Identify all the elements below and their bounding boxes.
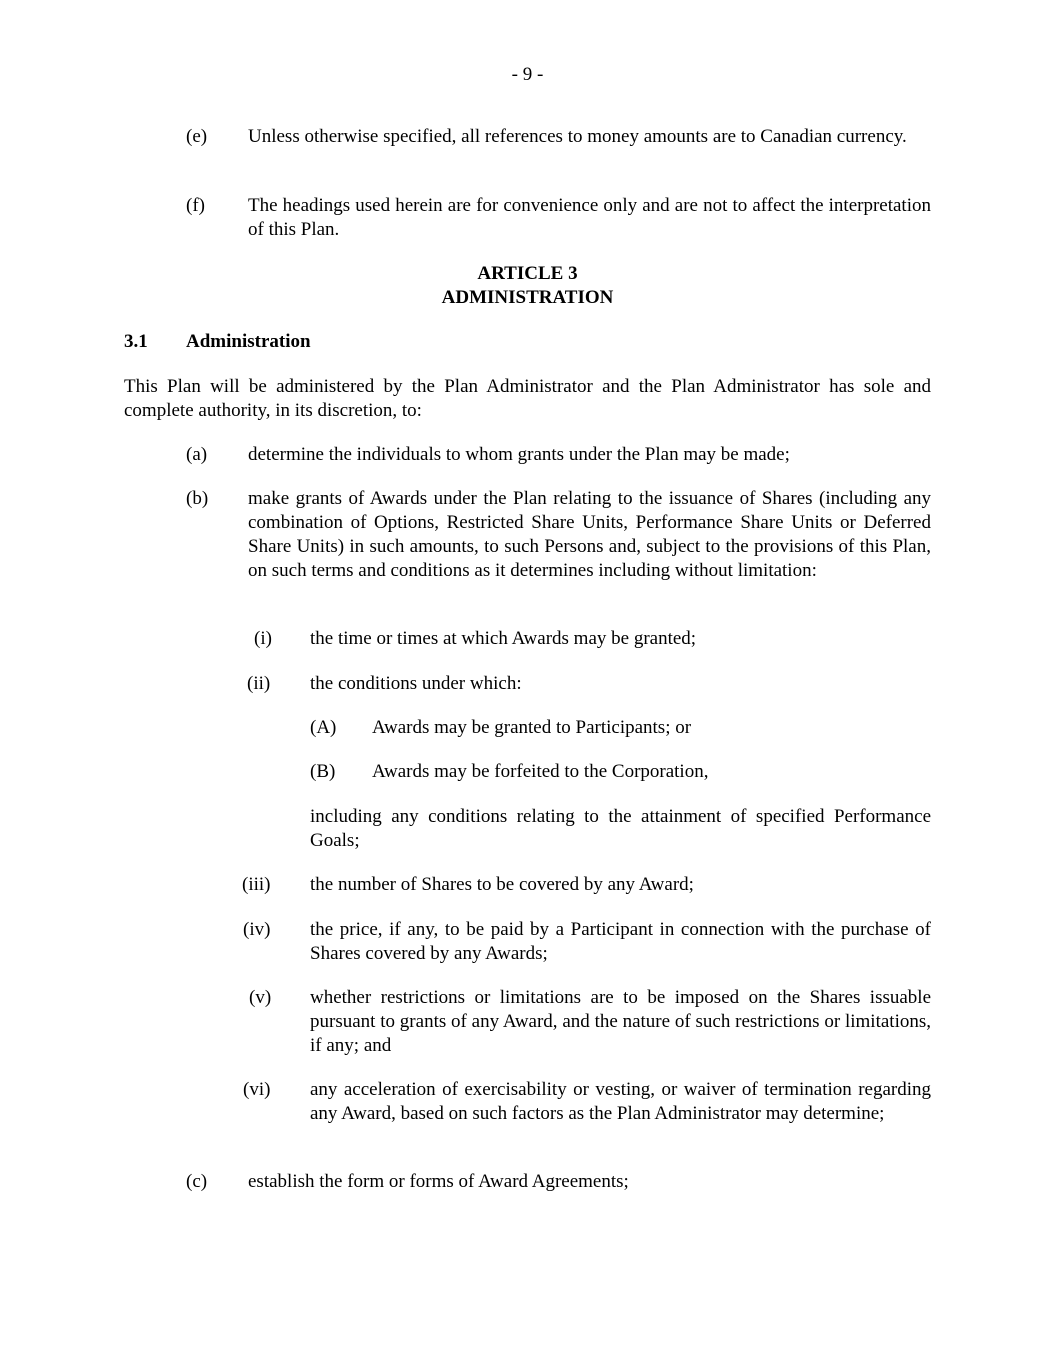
article-title: ADMINISTRATION bbox=[441, 287, 614, 308]
list-text: any acceleration of exercisability or vesting, or waiver of termination regarding any Award, based on such factors as the Plan Administrator may determine; bbox=[310, 1079, 931, 1124]
list-label: (c) bbox=[186, 1171, 208, 1192]
section-number: 3.1 bbox=[124, 331, 148, 352]
list-label: (A) bbox=[310, 717, 337, 738]
list-text: the number of Shares to be covered by any Award; bbox=[310, 874, 694, 895]
list-label: (f) bbox=[186, 195, 205, 216]
page-number: - 9 - bbox=[511, 64, 544, 85]
list-text: Awards may be granted to Participants; or bbox=[372, 717, 692, 738]
list-label: (i) bbox=[254, 628, 272, 649]
list-text: the conditions under which: bbox=[310, 673, 522, 694]
list-label: (iii) bbox=[242, 874, 271, 895]
list-label: (b) bbox=[186, 488, 209, 509]
article-number: ARTICLE 3 bbox=[477, 263, 578, 284]
list-text: The headings used herein are for convenience only and are not to affect the interpretation of this Plan. bbox=[248, 195, 931, 240]
list-text: establish the form or forms of Award Agreements; bbox=[248, 1171, 629, 1192]
list-text: Unless otherwise specified, all references to money amounts are to Canadian currency. bbox=[248, 126, 907, 147]
list-label: (ii) bbox=[247, 673, 271, 694]
conditions-tail-paragraph: including any conditions relating to the attainment of specified Performance Goals; bbox=[310, 806, 931, 851]
list-text: determine the individuals to whom grants under the Plan may be made; bbox=[248, 444, 790, 465]
list-label: (B) bbox=[310, 761, 336, 782]
list-label: (e) bbox=[186, 126, 208, 147]
section-title: Administration bbox=[186, 331, 311, 352]
list-label: (vi) bbox=[243, 1079, 271, 1100]
list-text: Awards may be forfeited to the Corporation, bbox=[372, 761, 709, 782]
list-text: make grants of Awards under the Plan relating to the issuance of Shares (including any combination of Options, Restricted Share Units, Performance Share Units or Deferred Share Units) in such amounts, to such Persons and, subject to the provisions of this Plan, on such terms and conditions as it determines including without limitation: bbox=[248, 488, 931, 581]
list-text: whether restrictions or limitations are to be imposed on the Shares issuable pursuant to grants of any Award, and the nature of such restrictions or limitations, if any; and bbox=[310, 987, 931, 1056]
intro-paragraph: This Plan will be administered by the Plan Administrator and the Plan Administrator has sole and complete authority, in its discretion, to: bbox=[124, 376, 931, 421]
list-text: the time or times at which Awards may be granted; bbox=[310, 628, 697, 649]
list-label: (a) bbox=[186, 444, 208, 465]
list-label: (iv) bbox=[243, 919, 271, 940]
list-label: (v) bbox=[249, 987, 272, 1008]
list-text: the price, if any, to be paid by a Participant in connection with the purchase of Shares covered by any Awards; bbox=[310, 919, 931, 964]
